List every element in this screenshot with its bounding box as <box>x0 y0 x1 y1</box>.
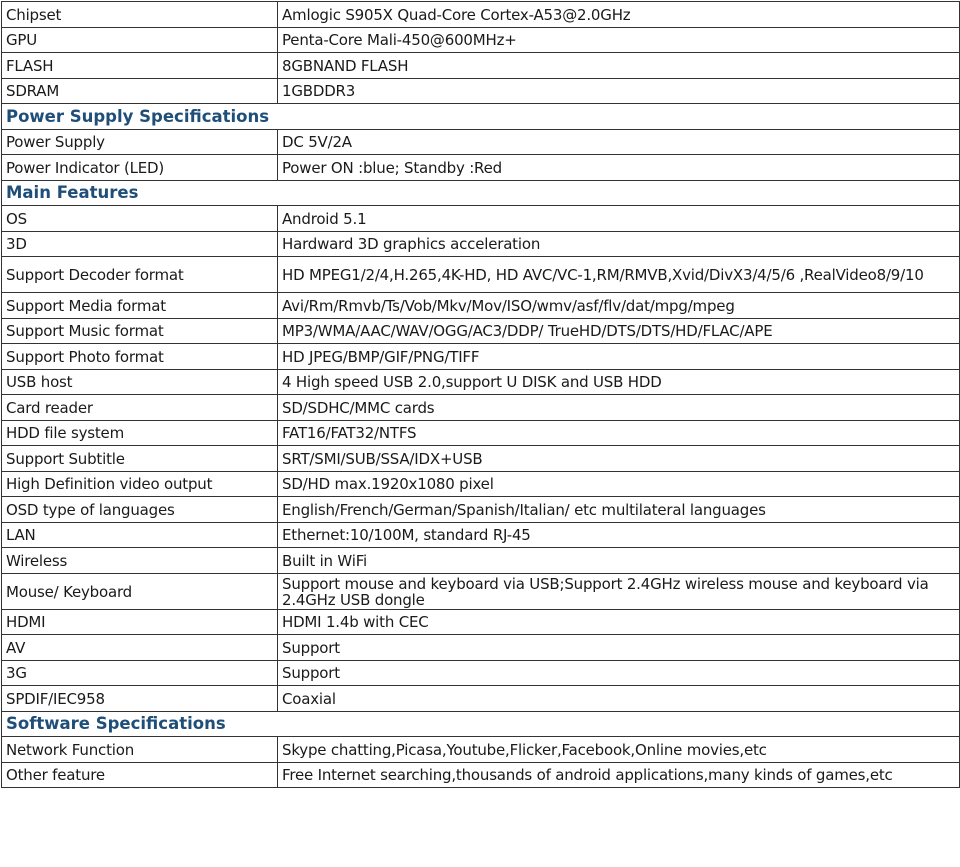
spec-label: Power Supply <box>2 129 278 155</box>
spec-row <box>2 27 960 53</box>
spec-value: English/French/German/Spanish/Italian/ etc multilateral languages <box>278 497 960 523</box>
spec-value: Free Internet searching,thousands of android applications,many kinds of games,etc <box>278 762 960 788</box>
spec-label: USB host <box>2 369 278 395</box>
spec-label: FLASH <box>2 53 278 79</box>
spec-label: 3G <box>2 660 278 686</box>
spec-row <box>2 762 960 788</box>
spec-value: Coaxial <box>278 686 960 712</box>
spec-value: Built in WiFi <box>278 548 960 574</box>
spec-row <box>2 344 960 370</box>
spec-label: Support Photo format <box>2 344 278 370</box>
spec-row <box>2 635 960 661</box>
spec-label: Wireless <box>2 548 278 574</box>
spec-label: Power Indicator (LED) <box>2 155 278 181</box>
spec-label: Mouse/ Keyboard <box>2 573 278 609</box>
section-header-row <box>2 711 960 737</box>
spec-value: Support <box>278 660 960 686</box>
spec-row <box>2 129 960 155</box>
spec-label: OSD type of languages <box>2 497 278 523</box>
spec-value: Hardward 3D graphics acceleration <box>278 231 960 257</box>
spec-row <box>2 573 960 609</box>
spec-value: 8GBNAND FLASH <box>278 53 960 79</box>
spec-row <box>2 206 960 232</box>
spec-label: Chipset <box>2 2 278 28</box>
section-header-row <box>2 180 960 206</box>
spec-label: Support Decoder format <box>2 257 278 293</box>
spec-row <box>2 609 960 635</box>
spec-value: 1GBDDR3 <box>278 78 960 104</box>
spec-row <box>2 395 960 421</box>
spec-row <box>2 257 960 293</box>
spec-row <box>2 522 960 548</box>
spec-label: 3D <box>2 231 278 257</box>
spec-row <box>2 660 960 686</box>
spec-value: Support <box>278 635 960 661</box>
spec-label: OS <box>2 206 278 232</box>
spec-value: SRT/SMI/SUB/SSA/IDX+USB <box>278 446 960 472</box>
spec-label: Card reader <box>2 395 278 421</box>
spec-row <box>2 369 960 395</box>
spec-label: Network Function <box>2 737 278 763</box>
spec-value: 4 High speed USB 2.0,support U DISK and USB HDD <box>278 369 960 395</box>
spec-value: SD/HD max.1920x1080 pixel <box>278 471 960 497</box>
spec-row <box>2 78 960 104</box>
spec-label: Support Music format <box>2 318 278 344</box>
spec-row <box>2 686 960 712</box>
spec-label: Support Subtitle <box>2 446 278 472</box>
spec-value: Avi/Rm/Rmvb/Ts/Vob/Mkv/Mov/ISO/wmv/asf/flv/dat/mpg/mpeg <box>278 293 960 319</box>
spec-row <box>2 548 960 574</box>
spec-label: HDD file system <box>2 420 278 446</box>
spec-table-body <box>2 2 960 788</box>
spec-row <box>2 231 960 257</box>
spec-row <box>2 2 960 28</box>
spec-value: Skype chatting,Picasa,Youtube,Flicker,Facebook,Online movies,etc <box>278 737 960 763</box>
spec-label: LAN <box>2 522 278 548</box>
spec-value: MP3/WMA/AAC/WAV/OGG/AC3/DDP/ TrueHD/DTS/DTS/HD/FLAC/APE <box>278 318 960 344</box>
spec-label: Other feature <box>2 762 278 788</box>
spec-value: Ethernet:10/100M, standard RJ-45 <box>278 522 960 548</box>
spec-label: AV <box>2 635 278 661</box>
spec-value: Support mouse and keyboard via USB;Support 2.4GHz wireless mouse and keyboard via 2.4GHz USB dongle <box>278 573 960 609</box>
spec-value: DC 5V/2A <box>278 129 960 155</box>
spec-value: HDMI 1.4b with CEC <box>278 609 960 635</box>
spec-value: Penta-Core Mali-450@600MHz+ <box>278 27 960 53</box>
spec-value: FAT16/FAT32/NTFS <box>278 420 960 446</box>
spec-value: HD MPEG1/2/4,H.265,4K-HD, HD AVC/VC-1,RM/RMVB,Xvid/DivX3/4/5/6 ,RealVideo8/9/10 <box>278 257 960 293</box>
spec-row <box>2 497 960 523</box>
spec-row <box>2 420 960 446</box>
spec-label: Support Media format <box>2 293 278 319</box>
section-title: Power Supply Specifications <box>2 104 960 130</box>
spec-label: GPU <box>2 27 278 53</box>
spec-row <box>2 53 960 79</box>
spec-row <box>2 471 960 497</box>
spec-value: Power ON :blue; Standby :Red <box>278 155 960 181</box>
spec-row <box>2 155 960 181</box>
spec-value: Android 5.1 <box>278 206 960 232</box>
spec-row <box>2 318 960 344</box>
spec-row <box>2 293 960 319</box>
spec-value: HD JPEG/BMP/GIF/PNG/TIFF <box>278 344 960 370</box>
spec-label: SPDIF/IEC958 <box>2 686 278 712</box>
section-title: Main Features <box>2 180 960 206</box>
spec-value: SD/SDHC/MMC cards <box>278 395 960 421</box>
spec-row <box>2 446 960 472</box>
section-title: Software Specifications <box>2 711 960 737</box>
spec-row <box>2 737 960 763</box>
spec-label: High Definition video output <box>2 471 278 497</box>
spec-label: HDMI <box>2 609 278 635</box>
section-header-row <box>2 104 960 130</box>
spec-label: SDRAM <box>2 78 278 104</box>
spec-table <box>1 1 960 788</box>
spec-value: Amlogic S905X Quad-Core Cortex-A53@2.0GHz <box>278 2 960 28</box>
